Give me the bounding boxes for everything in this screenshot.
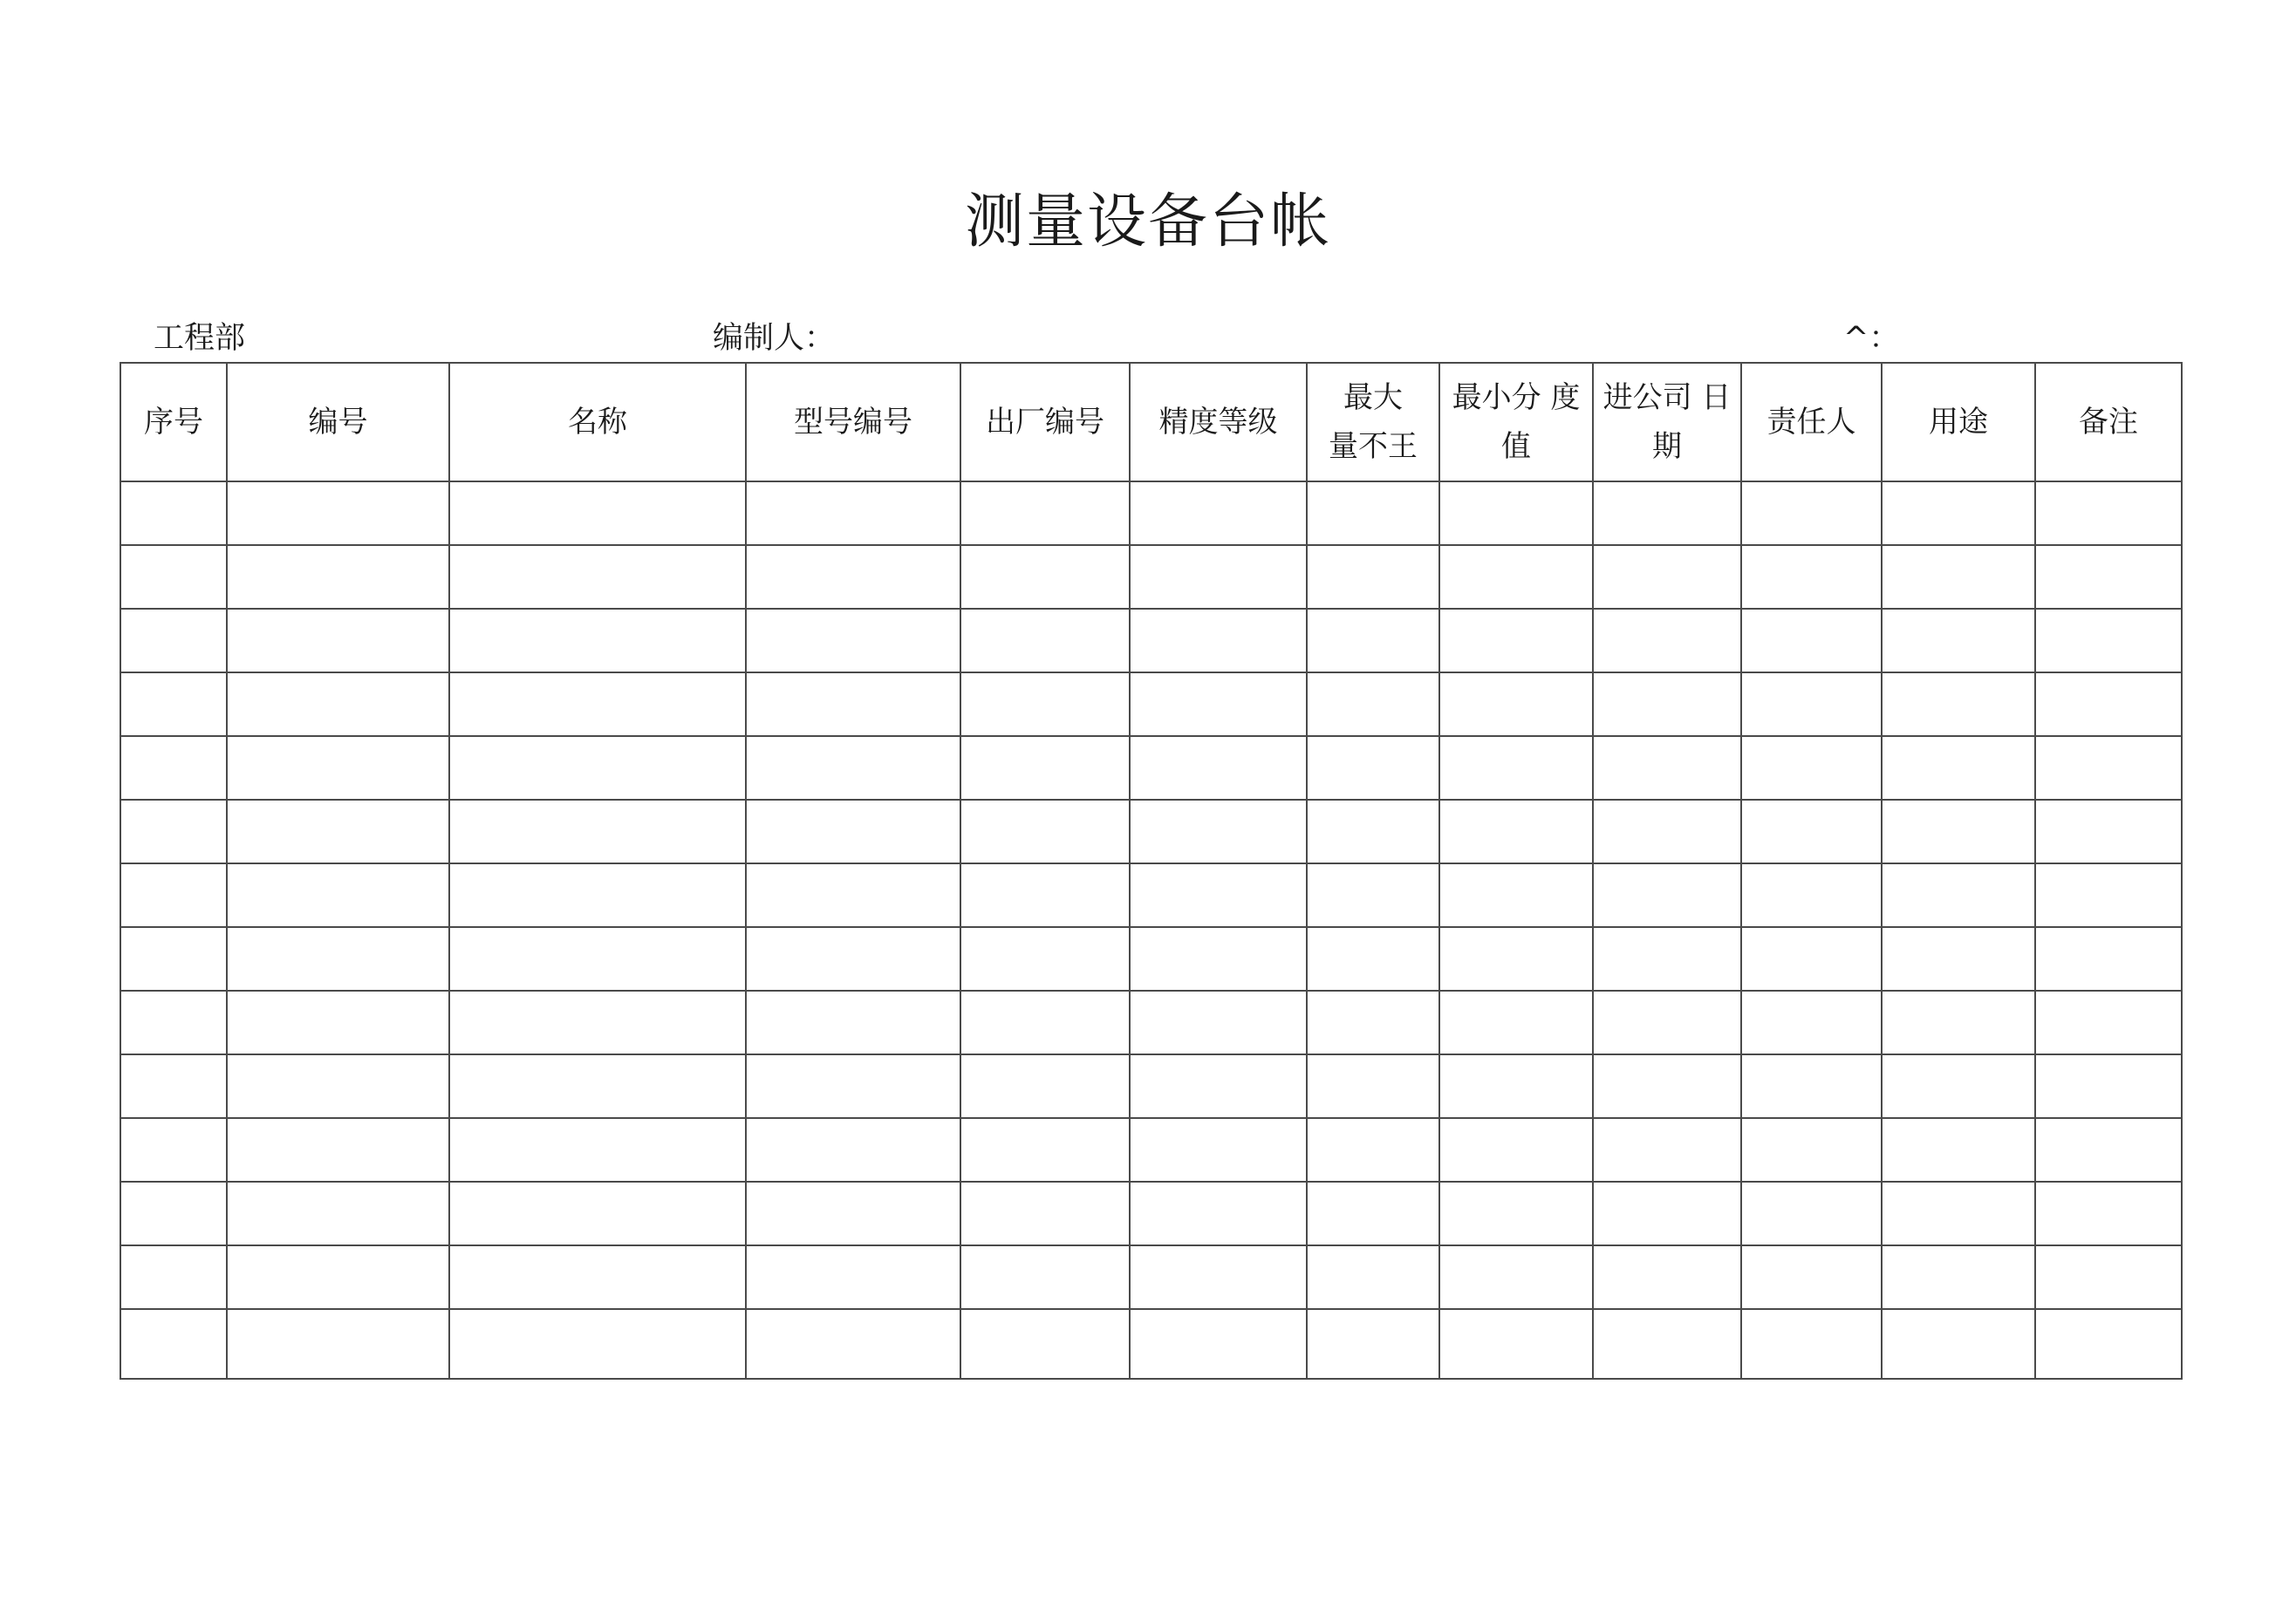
page-title: 测量设备台帐 xyxy=(964,188,1331,256)
table-cell[interactable] xyxy=(1439,927,1593,991)
table-cell[interactable] xyxy=(120,800,227,863)
table-cell[interactable] xyxy=(1882,991,2035,1054)
table-cell[interactable] xyxy=(1741,1118,1882,1182)
table-cell[interactable] xyxy=(2035,1054,2182,1118)
table-cell[interactable] xyxy=(1130,609,1307,672)
table-row xyxy=(120,1054,2182,1118)
table-cell[interactable] xyxy=(2035,481,2182,545)
table-cell[interactable] xyxy=(1741,1245,1882,1309)
date-label: ^： xyxy=(1843,321,1900,356)
table-cell[interactable] xyxy=(1593,800,1741,863)
table-cell[interactable] xyxy=(1130,481,1307,545)
table-cell[interactable] xyxy=(1882,736,2035,800)
table-cell[interactable] xyxy=(960,672,1130,736)
table-cell[interactable] xyxy=(1593,672,1741,736)
table-cell[interactable] xyxy=(227,481,449,545)
table-row xyxy=(120,927,2182,991)
table-cell[interactable] xyxy=(227,609,449,672)
table-cell[interactable] xyxy=(2035,736,2182,800)
table-cell[interactable] xyxy=(1593,609,1741,672)
table-cell[interactable] xyxy=(227,991,449,1054)
header-cell-model-number: 型号编号 xyxy=(746,363,960,481)
table-cell[interactable] xyxy=(449,863,746,927)
table-cell[interactable] xyxy=(1593,927,1741,991)
table-cell[interactable] xyxy=(1882,609,2035,672)
table-cell[interactable] xyxy=(1593,481,1741,545)
table-row xyxy=(120,1182,2182,1245)
table-cell[interactable] xyxy=(449,1309,746,1379)
table-cell[interactable] xyxy=(120,1054,227,1118)
table-cell[interactable] xyxy=(449,545,746,609)
table-cell[interactable] xyxy=(1741,863,1882,927)
table-cell[interactable] xyxy=(1882,1182,2035,1245)
table-cell[interactable] xyxy=(1593,1054,1741,1118)
table-cell[interactable] xyxy=(1593,1245,1741,1309)
header-cell-max-range: 最大 量不王 xyxy=(1307,363,1439,481)
table-cell[interactable] xyxy=(1741,1309,1882,1379)
table-cell[interactable] xyxy=(1439,991,1593,1054)
table-cell[interactable] xyxy=(960,1054,1130,1118)
table-cell[interactable] xyxy=(1307,1309,1439,1379)
table-cell[interactable] xyxy=(1741,736,1882,800)
table-cell[interactable] xyxy=(1439,609,1593,672)
table-cell[interactable] xyxy=(1130,863,1307,927)
table-row xyxy=(120,481,2182,545)
table-cell[interactable] xyxy=(449,1182,746,1245)
table-cell[interactable] xyxy=(746,1118,960,1182)
table-cell[interactable] xyxy=(960,545,1130,609)
compiler-label: 编制人： xyxy=(713,321,836,356)
table-cell[interactable] xyxy=(1593,1118,1741,1182)
table-cell[interactable] xyxy=(2035,991,2182,1054)
table-body xyxy=(120,481,2182,1379)
header-cell-purpose: 用途 xyxy=(1882,363,2035,481)
table-cell[interactable] xyxy=(746,863,960,927)
table-cell[interactable] xyxy=(227,1245,449,1309)
table-cell[interactable] xyxy=(2035,1309,2182,1379)
header-cell-accuracy-class: 精度等级 xyxy=(1130,363,1307,481)
table-cell[interactable] xyxy=(120,672,227,736)
table-cell[interactable] xyxy=(1882,1245,2035,1309)
table-cell[interactable] xyxy=(1130,991,1307,1054)
table-cell[interactable] xyxy=(746,800,960,863)
table-cell[interactable] xyxy=(1882,1309,2035,1379)
table-cell[interactable] xyxy=(1307,545,1439,609)
table-cell[interactable] xyxy=(2035,1245,2182,1309)
table-cell[interactable] xyxy=(2035,609,2182,672)
table-cell[interactable] xyxy=(449,609,746,672)
table-cell[interactable] xyxy=(120,609,227,672)
table-row xyxy=(120,1118,2182,1182)
table-cell[interactable] xyxy=(1593,863,1741,927)
table-cell[interactable] xyxy=(1882,672,2035,736)
table-cell[interactable] xyxy=(960,736,1130,800)
table-cell[interactable] xyxy=(120,545,227,609)
table-cell[interactable] xyxy=(1593,1182,1741,1245)
table-cell[interactable] xyxy=(1307,991,1439,1054)
table-cell[interactable] xyxy=(960,991,1130,1054)
table-cell[interactable] xyxy=(1307,736,1439,800)
table-cell[interactable] xyxy=(1439,1054,1593,1118)
table-cell[interactable] xyxy=(1593,545,1741,609)
table-row xyxy=(120,863,2182,927)
table-cell[interactable] xyxy=(960,800,1130,863)
table-cell[interactable] xyxy=(227,800,449,863)
table-cell[interactable] xyxy=(1439,1118,1593,1182)
table-cell[interactable] xyxy=(1593,991,1741,1054)
table-cell[interactable] xyxy=(1130,1182,1307,1245)
table-row xyxy=(120,545,2182,609)
table-cell[interactable] xyxy=(120,863,227,927)
table-cell[interactable] xyxy=(1882,1054,2035,1118)
table-cell[interactable] xyxy=(1741,1054,1882,1118)
header-cell-serial-number: 出厂编号 xyxy=(960,363,1130,481)
table-cell[interactable] xyxy=(2035,927,2182,991)
table-cell[interactable] xyxy=(746,672,960,736)
table-cell[interactable] xyxy=(1882,800,2035,863)
table-cell[interactable] xyxy=(960,1245,1130,1309)
header-cell-min-division: 最小分 度 值 xyxy=(1439,363,1593,481)
table-cell[interactable] xyxy=(1741,1182,1882,1245)
header-cell-index: 序号 xyxy=(120,363,227,481)
table-cell[interactable] xyxy=(1741,481,1882,545)
table-row xyxy=(120,991,2182,1054)
table-cell[interactable] xyxy=(2035,1118,2182,1182)
table-cell[interactable] xyxy=(746,481,960,545)
table-cell[interactable] xyxy=(120,991,227,1054)
table-cell[interactable] xyxy=(1130,672,1307,736)
table-cell[interactable] xyxy=(1307,1245,1439,1309)
table-cell[interactable] xyxy=(746,1245,960,1309)
table-cell[interactable] xyxy=(746,927,960,991)
table-cell[interactable] xyxy=(227,1182,449,1245)
header-cell-responsible-person: 责任人 xyxy=(1741,363,1882,481)
table-cell[interactable] xyxy=(2035,545,2182,609)
table-cell[interactable] xyxy=(1882,927,2035,991)
table-cell[interactable] xyxy=(1439,1182,1593,1245)
table-row xyxy=(120,800,2182,863)
table-cell[interactable] xyxy=(227,1309,449,1379)
table-row xyxy=(120,609,2182,672)
table-cell[interactable] xyxy=(1130,1118,1307,1182)
table-cell[interactable] xyxy=(120,927,227,991)
table-cell[interactable] xyxy=(1130,800,1307,863)
table-cell[interactable] xyxy=(449,800,746,863)
table-cell[interactable] xyxy=(1741,991,1882,1054)
table-cell[interactable] xyxy=(1439,1245,1593,1309)
table-cell[interactable] xyxy=(960,609,1130,672)
table-cell[interactable] xyxy=(1307,800,1439,863)
table-cell[interactable] xyxy=(449,1054,746,1118)
table-cell[interactable] xyxy=(1439,672,1593,736)
table-cell[interactable] xyxy=(1593,736,1741,800)
header-cell-entry-date: 进公司 日 期 xyxy=(1593,363,1741,481)
table-cell[interactable] xyxy=(1882,545,2035,609)
table-cell[interactable] xyxy=(1882,481,2035,545)
table-cell[interactable] xyxy=(1307,863,1439,927)
table-cell[interactable] xyxy=(449,672,746,736)
table-cell[interactable] xyxy=(227,863,449,927)
table-cell[interactable] xyxy=(1130,545,1307,609)
table-row xyxy=(120,1309,2182,1379)
table-cell[interactable] xyxy=(2035,863,2182,927)
table-cell[interactable] xyxy=(449,991,746,1054)
table-cell[interactable] xyxy=(1741,927,1882,991)
table-cell[interactable] xyxy=(120,481,227,545)
header-cell-name: 名称 xyxy=(449,363,746,481)
department-label: 工程部 xyxy=(154,321,246,356)
table-cell[interactable] xyxy=(1307,481,1439,545)
table-cell[interactable] xyxy=(746,1182,960,1245)
table-cell[interactable] xyxy=(746,1054,960,1118)
table-cell[interactable] xyxy=(1307,1118,1439,1182)
table-cell[interactable] xyxy=(1307,609,1439,672)
table-cell[interactable] xyxy=(449,1118,746,1182)
table-cell[interactable] xyxy=(1307,672,1439,736)
table-cell[interactable] xyxy=(960,481,1130,545)
table-cell[interactable] xyxy=(2035,672,2182,736)
table-cell[interactable] xyxy=(1439,800,1593,863)
table-cell[interactable] xyxy=(1741,672,1882,736)
table-cell[interactable] xyxy=(1741,609,1882,672)
table-cell[interactable] xyxy=(120,1182,227,1245)
table-cell[interactable] xyxy=(449,736,746,800)
table-cell[interactable] xyxy=(449,1245,746,1309)
table-cell[interactable] xyxy=(746,736,960,800)
table-cell[interactable] xyxy=(227,736,449,800)
table-cell[interactable] xyxy=(1439,736,1593,800)
table-cell[interactable] xyxy=(1130,1245,1307,1309)
table-cell[interactable] xyxy=(746,545,960,609)
table-cell[interactable] xyxy=(960,863,1130,927)
table-row xyxy=(120,736,2182,800)
table-cell[interactable] xyxy=(1741,545,1882,609)
table-row xyxy=(120,672,2182,736)
table-cell[interactable] xyxy=(1882,1118,2035,1182)
header-row xyxy=(120,363,2182,481)
table-cell[interactable] xyxy=(2035,800,2182,863)
table-cell[interactable] xyxy=(1307,927,1439,991)
table-cell[interactable] xyxy=(1130,1054,1307,1118)
table-cell[interactable] xyxy=(120,736,227,800)
table-cell[interactable] xyxy=(746,609,960,672)
table-cell[interactable] xyxy=(227,1054,449,1118)
table-cell[interactable] xyxy=(1130,736,1307,800)
table-cell[interactable] xyxy=(960,1309,1130,1379)
equipment-ledger-table xyxy=(120,362,2183,1380)
table-cell[interactable] xyxy=(1130,927,1307,991)
header-cell-remarks: 备注 xyxy=(2035,363,2182,481)
table-cell[interactable] xyxy=(1741,800,1882,863)
table-cell[interactable] xyxy=(449,481,746,545)
table-cell[interactable] xyxy=(746,1309,960,1379)
table-cell[interactable] xyxy=(227,545,449,609)
table-cell[interactable] xyxy=(1307,1054,1439,1118)
table-cell[interactable] xyxy=(227,927,449,991)
table-cell[interactable] xyxy=(449,927,746,991)
table-cell[interactable] xyxy=(960,1118,1130,1182)
table-cell[interactable] xyxy=(1439,545,1593,609)
table-cell[interactable] xyxy=(1439,863,1593,927)
table-cell[interactable] xyxy=(120,1118,227,1182)
table-cell[interactable] xyxy=(120,1245,227,1309)
table-cell[interactable] xyxy=(1882,863,2035,927)
table-cell[interactable] xyxy=(227,1118,449,1182)
table-cell[interactable] xyxy=(1593,1309,1741,1379)
table-cell[interactable] xyxy=(227,672,449,736)
header-cell-number: 编号 xyxy=(227,363,449,481)
table-cell[interactable] xyxy=(1130,1309,1307,1379)
table-cell[interactable] xyxy=(960,927,1130,991)
table-cell[interactable] xyxy=(120,1309,227,1379)
table-cell[interactable] xyxy=(746,991,960,1054)
table-cell[interactable] xyxy=(1439,481,1593,545)
table-cell[interactable] xyxy=(960,1182,1130,1245)
table-cell[interactable] xyxy=(1439,1309,1593,1379)
table-cell[interactable] xyxy=(2035,1182,2182,1245)
table-cell[interactable] xyxy=(1307,1182,1439,1245)
table-row xyxy=(120,1245,2182,1309)
